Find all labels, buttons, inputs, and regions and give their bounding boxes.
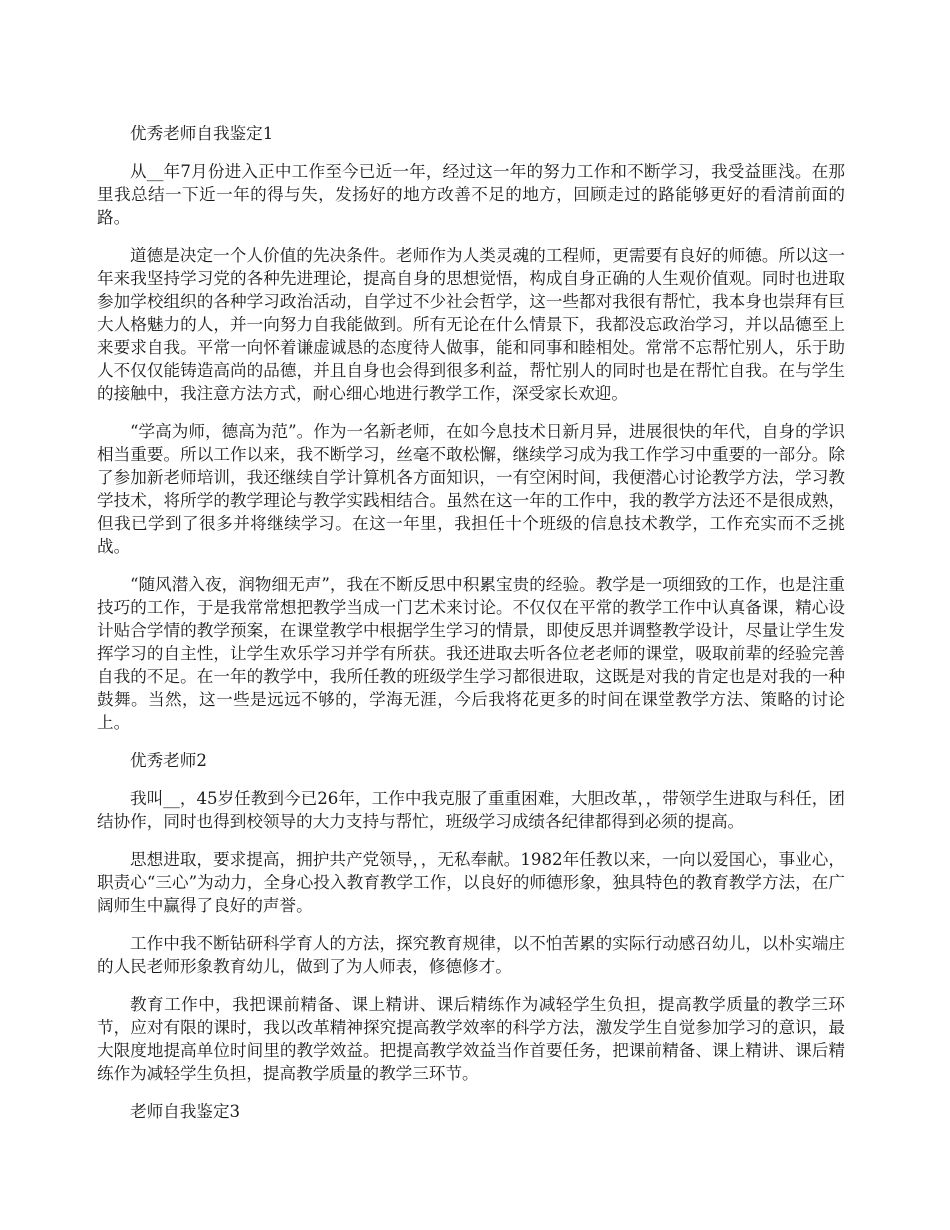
section-2-title: 优秀老师2 — [130, 751, 207, 770]
section-1-title: 优秀老师自我鉴定1 — [130, 124, 274, 143]
section-1-paragraph-4: “随风潜入夜，润物细无声”，我在不断反思中积累宝贵的经验。教学是一项细致的工作，也是注重技巧的工作，于是我常常想把教学当成一门艺术来讨论。不仅仅在平常的教学工作中认真备课，精心设计贴合学情的教学预案，在课堂教学中根据学生学习的情景，即使反思并调整教学设计，尽量让学生发挥学习的自主性，让学生欢乐学习并学有所获。我还进取去听各位老老师的课堂，吸取前辈的经验完善自我的不足。在一年的教学中，我所任教的班级学生学习都很进取，这既是对我的肯定也是对我的一种鼓舞。当然，这一些是远远不够的，学海无涯，今后我将花更多的时间在课堂教学方法、策略的讨论上。 — [97, 575, 845, 732]
section-1-paragraph-1: 从__年7月份进入正中工作至今已近一年，经过这一年的努力工作和不断学习，我受益匪浅。在那里我总结一下近一年的得与失，发扬好的地方改善不足的地方，回顾走过的路能够更好的看清前面的路。 — [97, 162, 845, 227]
section-2-paragraph-3: 工作中我不断钻研科学育人的方法，探究教育规律，以不怕苦累的实际行动感召幼儿，以朴实端庄的人民老师形象教育幼儿，做到了为人师表，修德修才。 — [97, 934, 845, 976]
section-1-paragraph-2: 道德是决定一个人价值的先决条件。老师作为人类灵魂的工程师，更需要有良好的师德。所以这一年来我坚持学习党的各种先进理论，提高自身的思想觉悟，构成自身正确的人生观价值观。同时也进取参加学校组织的各种学习政治活动，自学过不少社会哲学，这一些都对我很有帮忙，我本身也崇拜有巨大人格魅力的人，并一向努力自我能做到。所有无论在什么情景下，我都没忘政治学习，并以品德至上来要求自我。平常一向怀着谦虚诚恳的态度待人做事，能和同事和睦相处。常常不忘帮忙别人，乐于助人不仅仅能铸造高尚的品德，并且自身也会得到很多利益，帮忙别人的同时也是在帮忙自我。在与学生的接触中，我注意方法方式，耐心细心地进行教学工作，深受家长欢迎。 — [97, 246, 845, 403]
section-2-paragraph-1: 我叫__，45岁任教到今已26年，工作中我克服了重重困难，大胆改革，，带领学生进取与科任，团结协作，同时也得到校领导的大力支持与帮忙，班级学习成绩各纪律都得到必须的提高。 — [97, 789, 845, 831]
section-2-paragraph-4: 教育工作中，我把课前精备、课上精讲、课后精练作为减轻学生负担，提高教学质量的教学三环节，应对有限的课时，我以改革精神探究提高教学效率的科学方法，激发学生自觉参加学习的意识，最大限度地提高单位时间里的教学效益。把提高教学效益当作首要任务，把课前精备、课上精讲、课后精练作为减轻学生负担，提高教学质量的教学三环节。 — [97, 995, 845, 1083]
section-2-paragraph-2: 思想进取，要求提高，拥护共产党领导，，无私奉献。1982年任教以来，一向以爱国心，事业心，职责心“三心”为动力，全身心投入教育教学工作，以良好的师德形象，独具特色的教育教学方法，在广阔师生中赢得了良好的声誉。 — [97, 850, 845, 915]
section-3-title: 老师自我鉴定3 — [130, 1102, 241, 1121]
section-1-paragraph-3: “学高为师，德高为范”。作为一名新老师，在如今息技术日新月异，进展很快的年代，自身的学识相当重要。所以工作以来，我不断学习，丝毫不敢松懈，继续学习成为我工作学习中重要的一部分。除了参加新老师培训，我还继续自学计算机各方面知识，一有空闲时间，我便潜心讨论教学方法，学习教学技术，将所学的教学理论与教学实践相结合。虽然在这一年的工作中，我的教学方法还不是很成熟，但我已学到了很多并将继续学习。在这一年里，我担任十个班级的信息技术教学，工作充实而不乏挑战。 — [97, 422, 845, 556]
